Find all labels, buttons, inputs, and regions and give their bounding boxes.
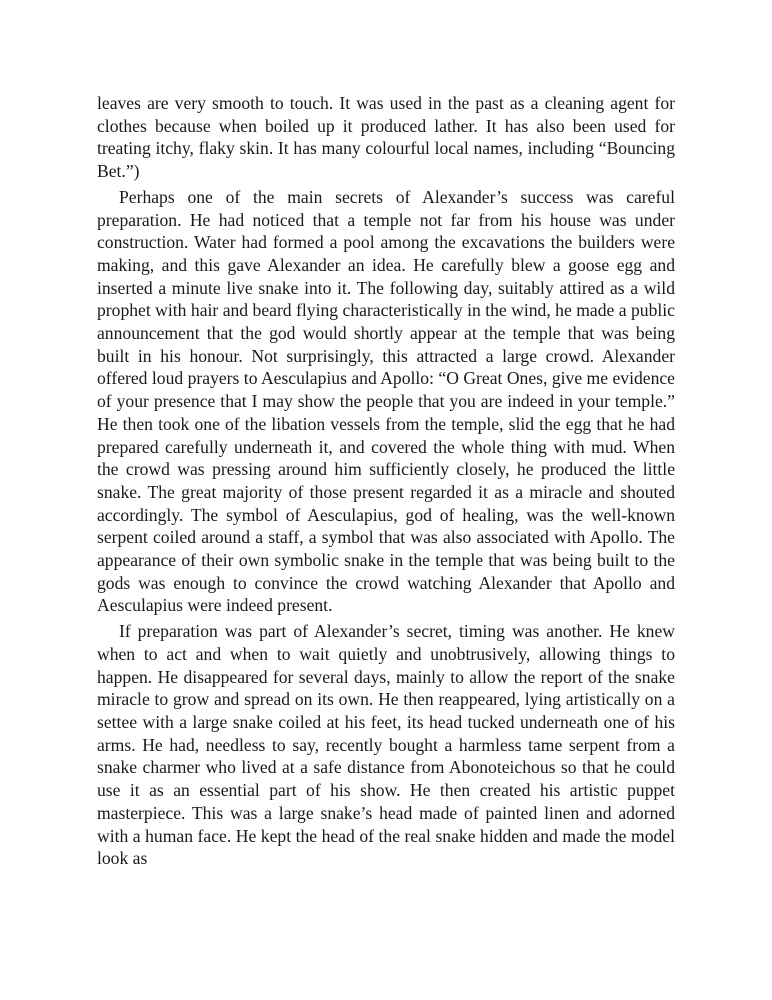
paragraph-preparation: Perhaps one of the main secrets of Alexander’s success was careful preparation. He had noticed that a temple not far from his house was under construction. Water had formed a pool among the excavations the builders were making, and this gave Alexander an idea. He carefully blew a goose egg and inserted a minute live snake into it. The following day, suitably attired as a wild prophet with hair and beard flying characteristically in the wind, he made a public announcement that the god would shortly appear at the temple that was being built in his honour. Not surprisingly, this attracted a large crowd. Alexander offered loud prayers to Aesculapius and Apollo: “O Great Ones, give me evidence of your presence that I may show the people that you are indeed in your temple.” He then took one of the libation vessels from the temple, slid the egg that he had prepared carefully underneath it, and covered the whole thing with mud. When the crowd was pressing around him sufficiently closely, he produced the little snake. The great majority of those present regarded it as a miracle and shouted accordingly. The symbol of Aesculapius, god of healing, was the well-known serpent coiled around a staff, a symbol that was also associated with Apollo. The appearance of their own symbolic snake in the temple that was being built to the gods was enough to convince the crowd watching Alexander that Apollo and Aesculapius were indeed present. (97, 186, 675, 616)
paragraph-timing: If preparation was part of Alexander’s secret, timing was another. He knew when to act and when to wait quietly and unobtrusively, allowing things to happen. He disappeared for several days, mainly to allow the report of the snake miracle to grow and spread on its own. He then reappeared, lying artistically on a settee with a large snake coiled at his feet, its head tucked underneath one of his arms. He had, needless to say, recently bought a harmless tame serpent from a snake charmer who lived at a safe distance from Abonoteichous so that he could use it as an essential part of his show. He then created his artistic puppet masterpiece. This was a large snake’s head made of painted linen and adorned with a human face. He kept the head of the real snake hidden and made the model look as (97, 621, 675, 869)
document-page (97, 92, 675, 870)
paragraph-continuation: leaves are very smooth to touch. It was used in the past as a cleaning agent for clothes because when boiled up it produced lather. It has also been used for treating itchy, flaky skin. It has many colourful local names, including “Bouncing Bet.”) (97, 93, 675, 182)
